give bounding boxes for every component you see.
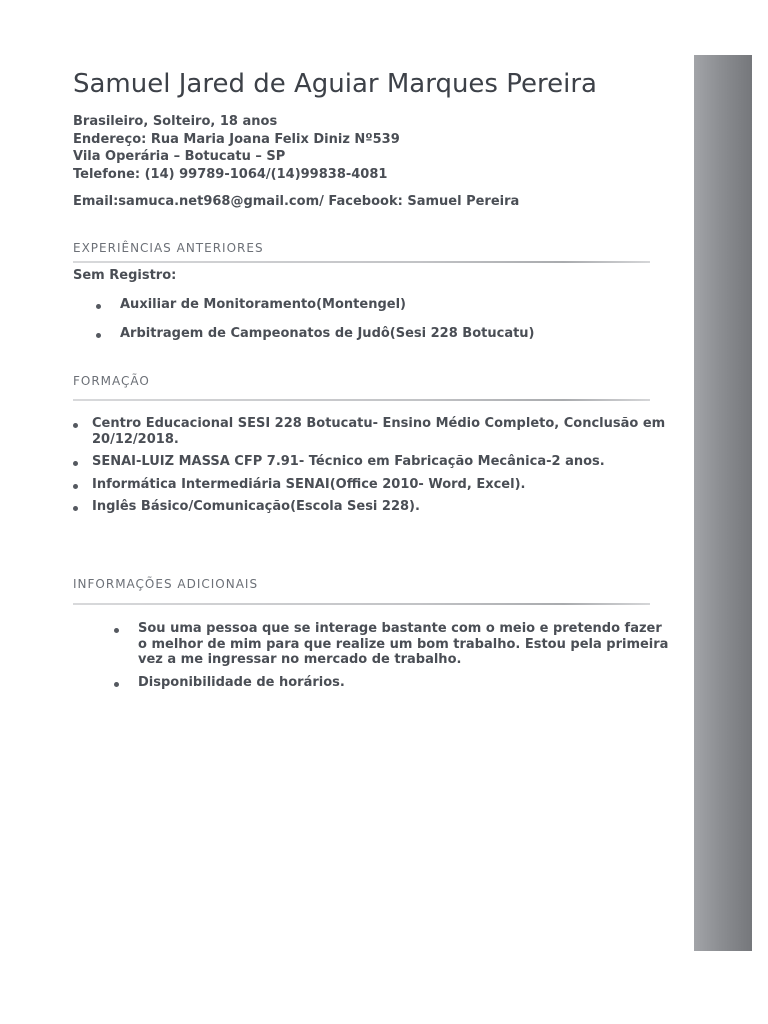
- email-facebook-line: Email:samuca.net968@gmail.com/ Facebook: Samuel Pereira: [73, 194, 520, 209]
- list-item: [73, 477, 673, 493]
- education-heading: FORMAÇÃO: [73, 374, 150, 388]
- additional-info-divider: [73, 603, 650, 605]
- experience-list: [96, 297, 656, 354]
- education-list: [73, 416, 673, 522]
- list-item-text: Informática Intermediária SENAI(Office 2010- Word, Excel).: [92, 476, 526, 492]
- list-item-text: Auxiliar de Monitoramento(Montengel): [120, 297, 406, 312]
- experience-divider: [73, 261, 650, 263]
- list-item: [96, 326, 656, 342]
- bullet-icon: [73, 423, 78, 428]
- bullet-icon: [114, 628, 119, 633]
- personal-info-line: Brasileiro, Solteiro, 18 anos: [73, 114, 278, 129]
- list-item-text: Inglês Básico/Comunicação(Escola Sesi 228).: [92, 499, 420, 514]
- list-item-text: Arbitragem de Campeonatos de Judô(Sesi 228 Botucatu): [120, 325, 535, 341]
- bullet-icon: [114, 682, 119, 687]
- city-line: Vila Operária – Botucatu – SP: [73, 149, 286, 164]
- bullet-icon: [73, 506, 78, 511]
- bullet-icon: [73, 484, 78, 489]
- decorative-side-bar: [694, 55, 752, 951]
- list-item-text: SENAI-LUIZ MASSA CFP 7.91- Técnico em Fabricação Mecânica-2 anos.: [92, 454, 605, 469]
- experience-sublabel: Sem Registro:: [73, 268, 177, 283]
- list-item: [114, 621, 674, 668]
- address-line: Endereço: Rua Maria Joana Felix Diniz Nº539: [73, 131, 400, 147]
- list-item-text: Sou uma pessoa que se interage bastante com o meio e pretendo fazer o melhor de mim para que realize um bom trabalho. Estou pela primeira vez a me ingressar no mercado de trabalho.: [138, 621, 669, 667]
- additional-info-heading: INFORMAÇÕES ADICIONAIS: [73, 577, 259, 591]
- education-divider: [73, 399, 650, 401]
- list-item: [73, 416, 673, 447]
- list-item: [73, 454, 673, 470]
- bullet-icon: [73, 461, 78, 466]
- list-item: [114, 675, 674, 691]
- phone-line: Telefone: (14) 99789-1064/(14)99838-4081: [73, 166, 388, 182]
- list-item-text: Disponibilidade de horários.: [138, 674, 345, 690]
- experience-heading: EXPERIÊNCIAS ANTERIORES: [73, 241, 264, 255]
- bullet-icon: [96, 304, 101, 309]
- list-item: [73, 499, 673, 515]
- list-item: [96, 297, 656, 313]
- bullet-icon: [96, 333, 101, 338]
- page-title: Samuel Jared de Aguiar Marques Pereira: [73, 69, 597, 99]
- list-item-text: Centro Educacional SESI 228 Botucatu- Ensino Médio Completo, Conclusão em 20/12/2018.: [92, 416, 666, 447]
- contact-block: [73, 113, 400, 183]
- additional-info-list: [114, 621, 674, 697]
